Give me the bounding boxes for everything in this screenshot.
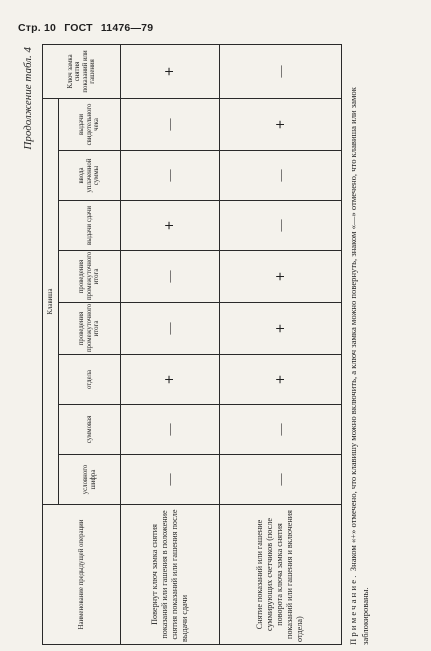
subcolumn-header: выдачи сдачи [59,201,121,251]
note-text: Знаком «+» отмечено, что клавишу можно включить, а ключ замка можно повернуть, знаком «—» отмечено, что клавиша или замок заблокированы. [348,87,370,645]
subcolumn-header: суммовая [59,405,121,455]
subcolumn-header: проведения промежуточного итога [59,303,121,355]
value-cell: — [121,98,220,150]
operations-table [42,44,342,645]
keys-group-header: Клавиша [43,98,59,504]
value-cell: + [121,355,220,405]
value-cell: — [219,405,341,455]
table-row [219,44,341,644]
operation-cell: Повернут ключ замка снятия показаний или гашения в положение снятия показаний или гашения после выдачи сдачи [121,505,220,645]
value-cell: + [219,303,341,355]
value-cell: — [121,303,220,355]
value-cell: — [219,455,341,505]
standard-number: 11476—79 [100,22,154,34]
value-cell: — [121,455,220,505]
rotated-content [22,45,412,645]
value-cell: — [219,44,341,98]
page-header [18,22,158,34]
value-cell: + [219,98,341,150]
value-cell: — [219,151,341,201]
value-cell: + [121,44,220,98]
value-cell: — [121,405,220,455]
page-number: Стр. 10 [18,22,57,34]
key-lock-column-header: Ключ замка снятия показаний или гашения [43,44,121,98]
operation-cell: Снятие показаний или гашение суммирующих счетчиков (после поворота ключа замка снятия показаний или гашения и включения отдела) [219,505,341,645]
note-label: Примечание. [348,573,358,645]
value-cell: — [219,201,341,251]
value-cell: + [219,355,341,405]
value-cell: — [121,251,220,303]
subcolumn-header: выдачи свидетельного чека [59,98,121,150]
table-note [348,45,371,645]
value-cell: + [219,251,341,303]
subcolumn-header: условного шифра [59,455,121,505]
value-cell: — [121,151,220,201]
operation-column-header: Наименование предыдущей операции [43,505,121,645]
table-row [121,44,220,644]
subcolumn-header: проведения промежуточного итога [59,251,121,303]
standard-label: ГОСТ [64,22,93,34]
subcolumn-header: отдела [59,355,121,405]
value-cell: + [121,201,220,251]
table-caption: Продолжение табл. 4 [22,47,34,150]
subcolumn-header: ввода уплаченной суммы [59,151,121,201]
